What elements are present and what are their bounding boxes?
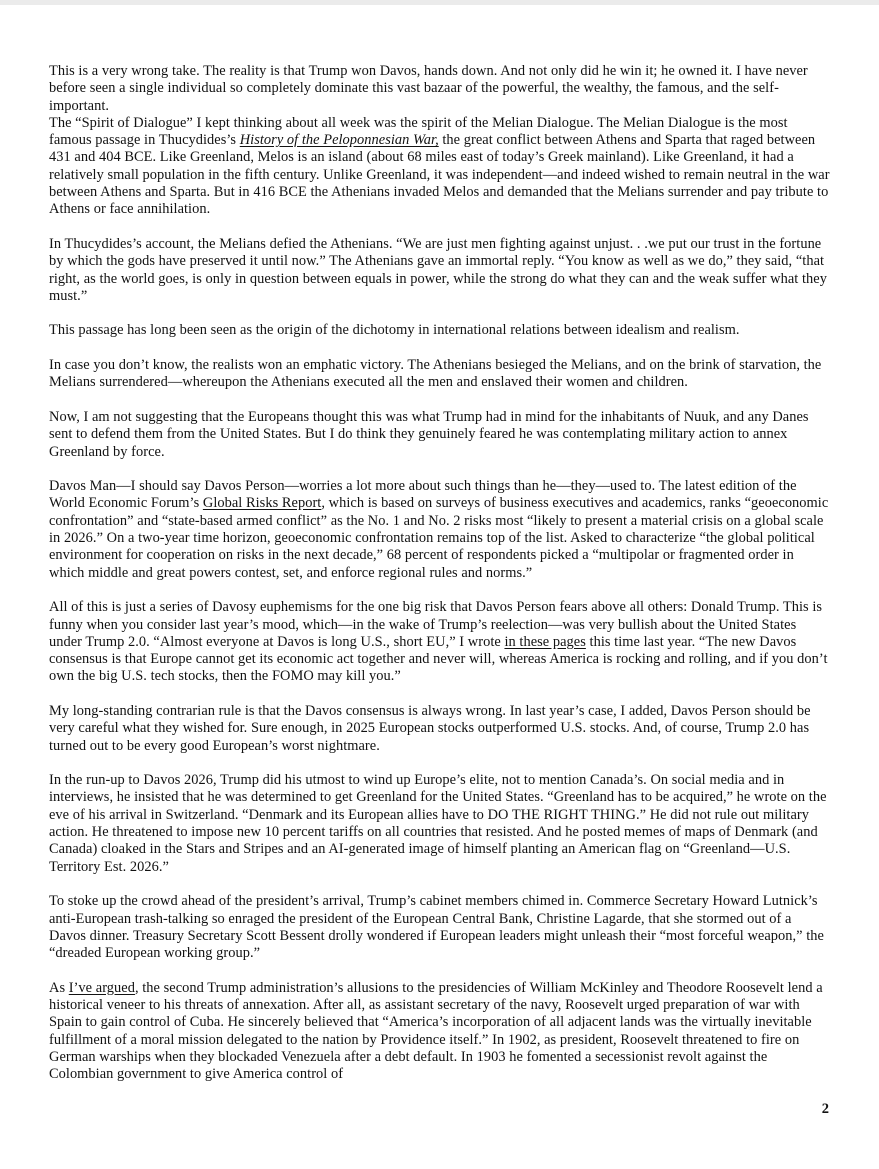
text-segment: As bbox=[49, 979, 69, 996]
paragraph bbox=[49, 478, 831, 582]
paragraph bbox=[49, 703, 831, 755]
text-segment: the great conflict between Athens and Sparta that raged between 431 and 404 BCE. Like Greenland, Melos is an island (about 68 miles east of today’s Greek mainland). Like Greenland, it had a relatively small population in the fifth century. Unlike Greenland, it was independent—and indeed wished to remain neutral in the war between Athens and Sparta. But in 416 BCE the Athenians invaded Melos and demanded that the Melians surrender and pay tribute to Athens or face annihilation. bbox=[49, 132, 830, 218]
text-segment: Davos Man—I should say Davos Person—worries a lot more about such things than he—they—used to. The latest edition of the World Economic Forum’s bbox=[49, 478, 797, 512]
text-segment: In the run-up to Davos 2026, Trump did his utmost to wind up Europe’s elite, not to mention Canada’s. On social media and in interviews, he insisted that he was determined to get Greenland for the United States. “Greenland has to be acquired,” he wrote on the eve of his arrival in Switzerland. “Denmark and its European allies have to DO THE RIGHT THING.” He did not rule out military action. He threatened to impose new 10 percent tariffs on all countries that resisted. And he posted memes of maps of Denmark (and Canada) cloaked in the Stars and Stripes and an AI-generated image of himself planting an American flag on “Greenland—U.S. Territory Est. 2026.” bbox=[49, 772, 827, 875]
paragraph bbox=[49, 409, 831, 461]
text-segment: this time last year. “The new Davos consensus is that Europe cannot get its economic act together and never will, whereas America is rocking and rolling, and if you don’t own the big U.S. tech stocks, then the FOMO may kill you.” bbox=[49, 633, 828, 685]
text-segment: The “Spirit of Dialogue” I kept thinking about all week was the spirit of the Melian Dialogue. The Melian Dialogue is the most famous passage in Thucydides’s bbox=[49, 114, 788, 149]
text-segment: , which is based on surveys of business executives and academics, ranks “geoeconomic confrontation” and “state-based armed conflict” as the No. 1 and No. 2 risks most “likely to present a material crisis on a global scale in 2026.” On a two-year time horizon, geoeconomic confrontation remains top of the list. Asked to characterize “the global political environment for cooperation on risks in the next decade,” 68 percent of respondents picked a “multipolar or fragmented order in which middle and great powers contest, set, and enforce regional rules and norms.” bbox=[49, 495, 829, 581]
paragraph bbox=[49, 236, 831, 305]
text-segment: To stoke up the crowd ahead of the president’s arrival, Trump’s cabinet members chimed in. Commerce Secretary Howard Lutnick’s anti-European trash-talking so enraged the president of the European Central Bank, Christine Lagarde, that she stormed out of a Davos dinner. Treasury Secretary Scott Bessent drolly wondered if European leaders might unleash their “most forceful weapon,” the “dreaded European working group.” bbox=[49, 893, 824, 962]
text-segment: This is a very wrong take. The reality is that Trump won Davos, hands down. And not only did he win it; he owned it. I have never before seen a single individual so completely dominate this vast bazaar of the powerful, the wealthy, the famous, and the self-important. bbox=[49, 63, 808, 114]
text-segment: In Thucydides’s account, the Melians defied the Athenians. “We are just men fighting against unjust. . .we put our trust in the fortune by which the gods have preserved it until now.” The Athenians gave an immortal reply. “You know as well as we do,” they said, “that right, as the world goes, is only in question between equals in power, while the strong do what they can and the weak suffer what they must.” bbox=[49, 235, 827, 304]
document-page bbox=[49, 63, 831, 1084]
text-segment: In case you don’t know, the realists won an emphatic victory. The Athenians besieged the Melians, and on the brink of starvation, the Melians surrendered—whereupon the Athenians executed all the men and enslaved their women and children. bbox=[49, 357, 822, 391]
paragraph bbox=[49, 893, 831, 962]
text-segment: All of this is just a series of Davosy euphemisms for the one big risk that Davos Person fears above all others: Donald Trump. This is funny when you consider last year’s mood, which—in the wake of Trump’s reelection—was very bullish about the United States under Trump 2.0. “Almost everyone at Davos is long U.S., short EU,” I wrote bbox=[49, 599, 823, 650]
text-segment: Now, I am not suggesting that the Europeans thought this was what Trump had in mind for the inhabitants of Nuuk, and any Danes sent to defend them from the United States. But I do think they genuinely feared he was contemplating military action to annex Greenland by force. bbox=[49, 408, 809, 460]
text-segment: My long-standing contrarian rule is that the Davos consensus is always wrong. In last year’s case, I added, Davos Person should be very careful what they wished for. Sure enough, in 2025 European stocks outperformed U.S. stocks. And, of course, Trump 2.0 has turned out to be every good European’s worst nightmare. bbox=[49, 702, 811, 754]
text-segment: , the second Trump administration’s allusions to the presidencies of William McKinley and Theodore Roosevelt lend a historical veneer to his threats of annexation. After all, as assistant secretary of the navy, Roosevelt urged preparation of war with Spain to gain control of Cuba. He sincerely believed that “America’s incorporation of all adjacent lands was the virtually inevitable fulfillment of a moral mission delegated to the nation by Providence itself.” In 1902, as president, Roosevelt threatened to fire on German warships when they blockaded Venezuela after a debt default. In 1903 he fomented a secessionist revolt against the Colombian government to give America control of bbox=[49, 979, 823, 1083]
link-history-of-the-peloponnesian-war[interactable]: History of the Peloponnesian War, bbox=[239, 132, 439, 149]
page-number: 2 bbox=[821, 1101, 829, 1117]
link-in-these-pages[interactable]: in these pages bbox=[504, 633, 586, 650]
paragraph bbox=[49, 980, 831, 1084]
text-segment: This passage has long been seen as the origin of the dichotomy in international relations between idealism and realism. bbox=[49, 322, 740, 339]
paragraph bbox=[49, 63, 831, 115]
paragraph bbox=[49, 599, 831, 685]
link-ive-argued[interactable]: I’ve argued bbox=[68, 979, 135, 996]
paragraph bbox=[49, 115, 831, 219]
paragraph bbox=[49, 772, 831, 876]
link-global-risks-report[interactable]: Global Risks Report bbox=[202, 495, 322, 512]
page-top-edge bbox=[0, 0, 879, 5]
paragraph bbox=[49, 357, 831, 392]
paragraph bbox=[49, 322, 831, 339]
